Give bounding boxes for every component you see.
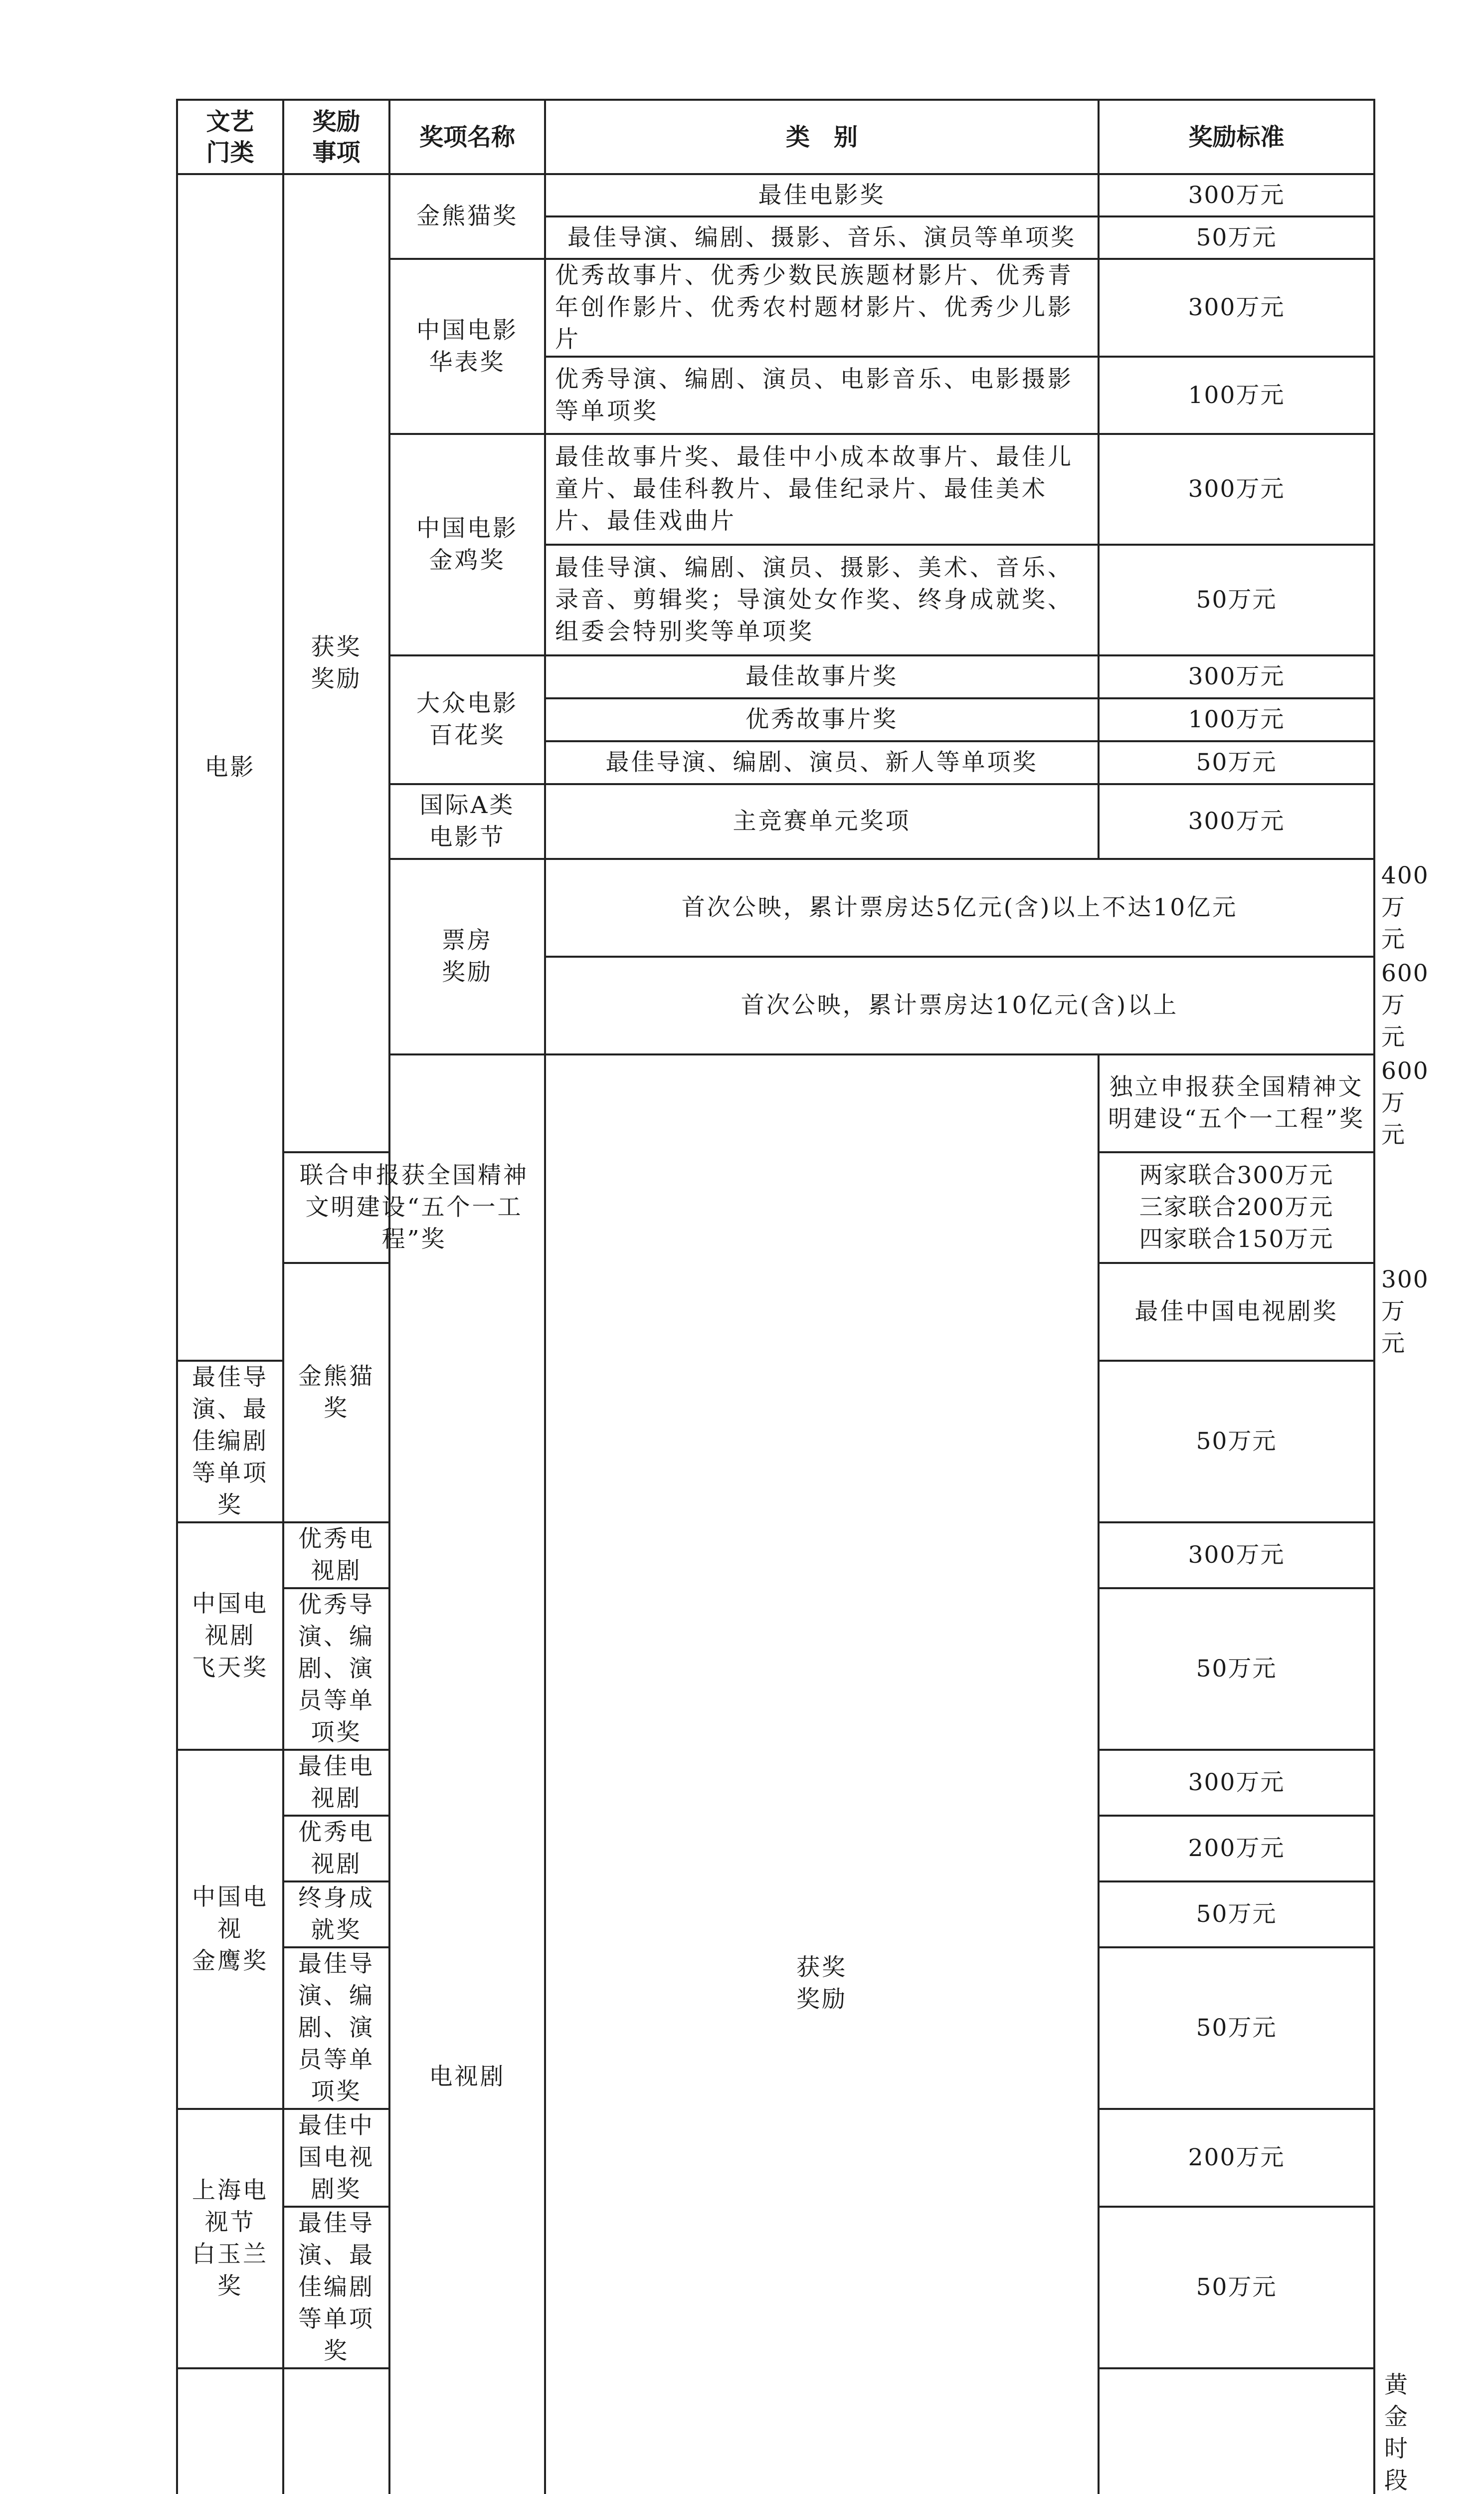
award-name-huabiao: 中国电影 华表奖 <box>389 259 545 434</box>
type-cell: 最佳电影奖 <box>545 174 1099 216</box>
amount-cell: 50万元 <box>1099 1881 1374 1947</box>
amount-cell: 50万元 <box>1099 2207 1374 2368</box>
type-cell: 独立申报获全国精神文明建设“五个一工程”奖 <box>1099 1054 1374 1152</box>
type-cell: 主竞赛单元奖项 <box>545 784 1099 859</box>
item-box-office: 票房 奖励 <box>389 859 545 1054</box>
table-row: 首次公映，累计票房达10亿元(含)以上 600万元 <box>177 957 1374 1054</box>
header-row <box>177 100 1374 174</box>
item-film-award: 获奖 奖励 <box>283 174 389 1152</box>
type-cell: 首次公映，累计票房达10亿元(含)以上 <box>545 957 1374 1054</box>
amount-cell: 200万元 <box>1099 1816 1374 1881</box>
header-art-category: 文艺 门类 <box>177 100 283 174</box>
type-cell: 最佳导演、编剧、摄影、音乐、演员等单项奖 <box>545 216 1099 259</box>
amount-cell: 300万元 <box>1099 784 1374 859</box>
type-cell: 最佳导演、编剧、演员、新人等单项奖 <box>545 741 1099 784</box>
amount-cell: 100万元 <box>1099 698 1374 741</box>
amount-cell: 300万元 <box>1099 1750 1374 1816</box>
award-name-golden-rooster: 中国电影 金鸡奖 <box>389 434 545 655</box>
amount-cell: 两家联合300万元 三家联合200万元 四家联合150万元 <box>1099 1152 1374 1263</box>
table-row: 黄金时段 <box>177 2368 1374 2494</box>
type-cell: 最佳故事片奖 <box>545 655 1099 698</box>
type-cell: 最佳导演、编剧、演员等单项奖 <box>283 1947 389 2109</box>
type-cell: 最佳中国电视剧奖 <box>1099 1263 1374 1361</box>
header-type: 类 别 <box>545 100 1099 174</box>
amount-cell: 300万元 <box>1099 434 1374 545</box>
amount-cell: 50万元 <box>1099 1588 1374 1750</box>
type-cell: 最佳电视剧 <box>283 1750 389 1816</box>
type-cell: 优秀故事片奖 <box>545 698 1099 741</box>
table-row: 金熊猫奖 最佳中国电视剧奖 300万元 <box>177 1263 1374 1361</box>
award-name-golden-panda-film: 金熊猫奖 <box>389 174 545 259</box>
award-name-magnolia: 上海电视节 白玉兰奖 <box>177 2109 283 2368</box>
header-standard: 奖励标准 <box>1099 100 1374 174</box>
amount-cell: 50万元 <box>1099 216 1374 259</box>
award-name-golden-panda-tv: 金熊猫奖 <box>283 1263 389 1522</box>
type-cell: 联合申报获全国精神文明建设“五个一工程”奖 <box>283 1152 545 1263</box>
header-award-item: 奖励 事项 <box>283 100 389 174</box>
amount-cell: 200万元 <box>1099 2109 1374 2207</box>
header-award-name: 奖项名称 <box>389 100 545 174</box>
amount-cell: 300万元 <box>1099 174 1374 216</box>
award-name-cmg <box>283 2368 389 2494</box>
type-cell: 优秀导演、编剧、演员、电影音乐、电影摄影等单项奖 <box>545 357 1099 434</box>
award-name-golden-eagle: 中国电视 金鹰奖 <box>177 1750 283 2109</box>
type-cell: 终身成就奖 <box>283 1881 389 1947</box>
award-name-intl-a: 国际A类 电影节 <box>389 784 545 859</box>
category-film: 电影 <box>177 174 283 1361</box>
type-cell: 优秀电视剧 <box>283 1816 389 1881</box>
type-cell: 最佳故事片奖、最佳中小成本故事片、最佳儿童片、最佳科教片、最佳纪录片、最佳美术片、最佳戏曲片 <box>545 434 1099 545</box>
amount-cell: 50万元 <box>1099 1361 1374 1522</box>
type-cell: 首次公映，累计票房达5亿元(含)以上不达10亿元 <box>545 859 1374 957</box>
table-row <box>177 174 1374 216</box>
table-row: 票房 奖励 首次公映，累计票房达5亿元(含)以上不达10亿元 400万元 <box>177 859 1374 957</box>
amount-cell: 300万元 <box>1099 1522 1374 1588</box>
type-cell: 优秀导演、编剧、演员等单项奖 <box>283 1588 389 1750</box>
type-cell: 优秀电视剧 <box>283 1522 389 1588</box>
amount-cell: 300万元 <box>1099 655 1374 698</box>
amount-cell: 50万元 <box>1099 741 1374 784</box>
award-standards-table <box>176 99 1429 2494</box>
amount-cell: 50万元 <box>1099 545 1374 655</box>
award-name-hundred-flowers: 大众电影 百花奖 <box>389 655 545 784</box>
type-cell: 优秀故事片、优秀少数民族题材影片、优秀青年创作影片、优秀农村题材影片、优秀少儿影片 <box>545 259 1099 357</box>
amount-cell: 100万元 <box>1099 357 1374 434</box>
item-tv-award: 获奖 奖励 <box>545 1054 1099 2494</box>
type-cell: 最佳导演、最佳编剧等单项奖 <box>283 2207 389 2368</box>
type-cell: 最佳中国电视剧奖 <box>283 2109 389 2207</box>
amount-cell: 50万元 <box>1099 1947 1374 2109</box>
type-cell: 最佳导演、最佳编剧等单项奖 <box>177 1361 283 1522</box>
category-tv: 电视剧 <box>389 1054 545 2494</box>
type-cell <box>1099 2368 1374 2494</box>
award-name-feitian: 中国电视剧 飞天奖 <box>177 1522 283 1750</box>
item-premiere <box>177 2368 283 2494</box>
amount-cell: 300万元 <box>1099 259 1374 357</box>
table-row: 电视剧 获奖 奖励 独立申报获全国精神文明建设“五个一工程”奖 600万元 <box>177 1054 1374 1152</box>
type-cell: 最佳导演、编剧、演员、摄影、美术、音乐、录音、剪辑奖；导演处女作奖、终身成就奖、组委会特别奖等单项奖 <box>545 545 1099 655</box>
